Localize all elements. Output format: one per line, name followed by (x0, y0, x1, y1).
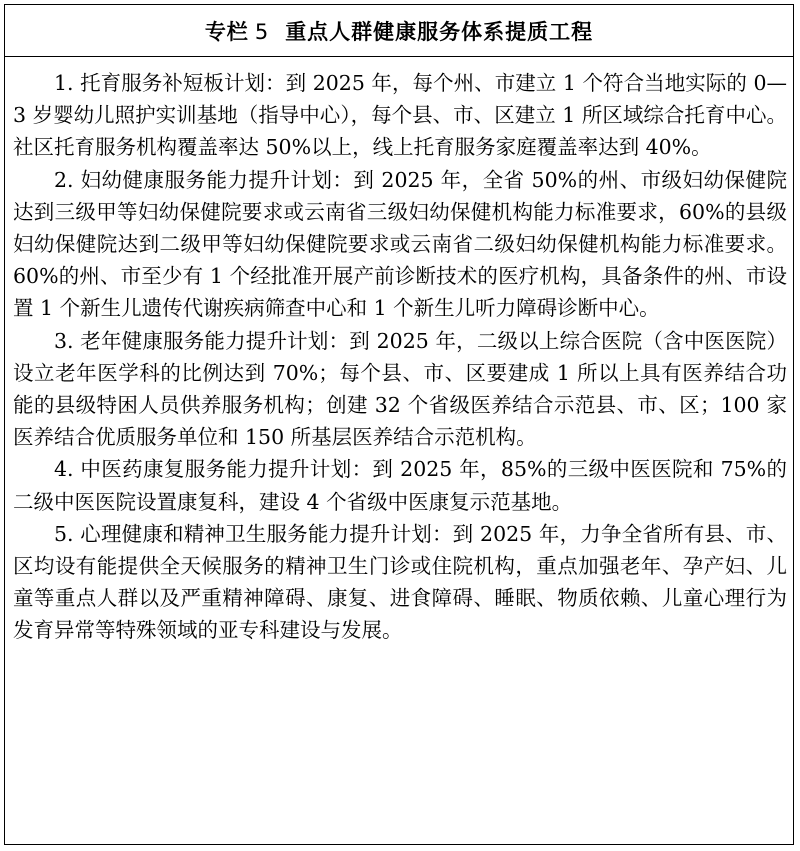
column-header (5, 5, 793, 57)
plan-item-3: 3. 老年健康服务能力提升计划：到 2025 年，二级以上综合医院（含中医医院）设立老年医学科的比例达到 70%；每个县、市、区要建成 1 所以上具有医养结合功能的县级特困人员供养服务机构；创建 32 个省级医养结合示范县、市、区；100 家医养结合优质服务单位和 150 所基层医养结合示范机构。 (13, 328, 787, 450)
column-label: 专栏 (204, 19, 249, 44)
column-title (205, 16, 593, 46)
plan-item-4: 4. 中医药康复服务能力提升计划：到 2025 年，85%的三级中医医院和 75%的二级中医医院设置康复科，建设 4 个省级中医康复示范基地。 (13, 457, 787, 514)
plan-item-1: 1. 托育服务补短板计划：到 2025 年，每个州、市建立 1 个符合当地实际的 0—3 岁婴幼儿照护实训基地（指导中心），每个县、市、区建立 1 所区域综合托育中心。社区托育服务机构覆盖率达 50%以上，线上托育服务家庭覆盖率达到 40%。 (13, 71, 787, 160)
plan-item-2: 2. 妇幼健康服务能力提升计划：到 2025 年，全省 50%的州、市级妇幼保健院达到三级甲等妇幼保健院要求或云南省三级妇幼保健机构能力标准要求，60%的县级妇幼保健院达到二级甲等妇幼保健院要求或云南省二级妇幼保健机构能力标准要求。60%的州、市至少有 1 个经批准开展产前诊断技术的医疗机构，具备条件的州、市设置 1 个新生儿遗传代谢疾病筛查中心和 1 个新生儿听力障碍诊断中心。 (13, 167, 787, 321)
column-heading: 重点人群健康服务体系提质工程 (285, 19, 594, 44)
column-box (4, 4, 794, 845)
plan-item-5: 5. 心理健康和精神卫生服务能力提升计划：到 2025 年，力争全省所有县、市、区均设有能提供全天候服务的精神卫生门诊或住院机构，重点加强老年、孕产妇、儿童等重点人群以及严重精神障碍、康复、进食障碍、睡眠、物质依赖、儿童心理行为发育异常等特殊领域的亚专科建设与发展。 (13, 521, 787, 643)
column-number: 5 (254, 19, 270, 44)
column-content (5, 57, 793, 647)
